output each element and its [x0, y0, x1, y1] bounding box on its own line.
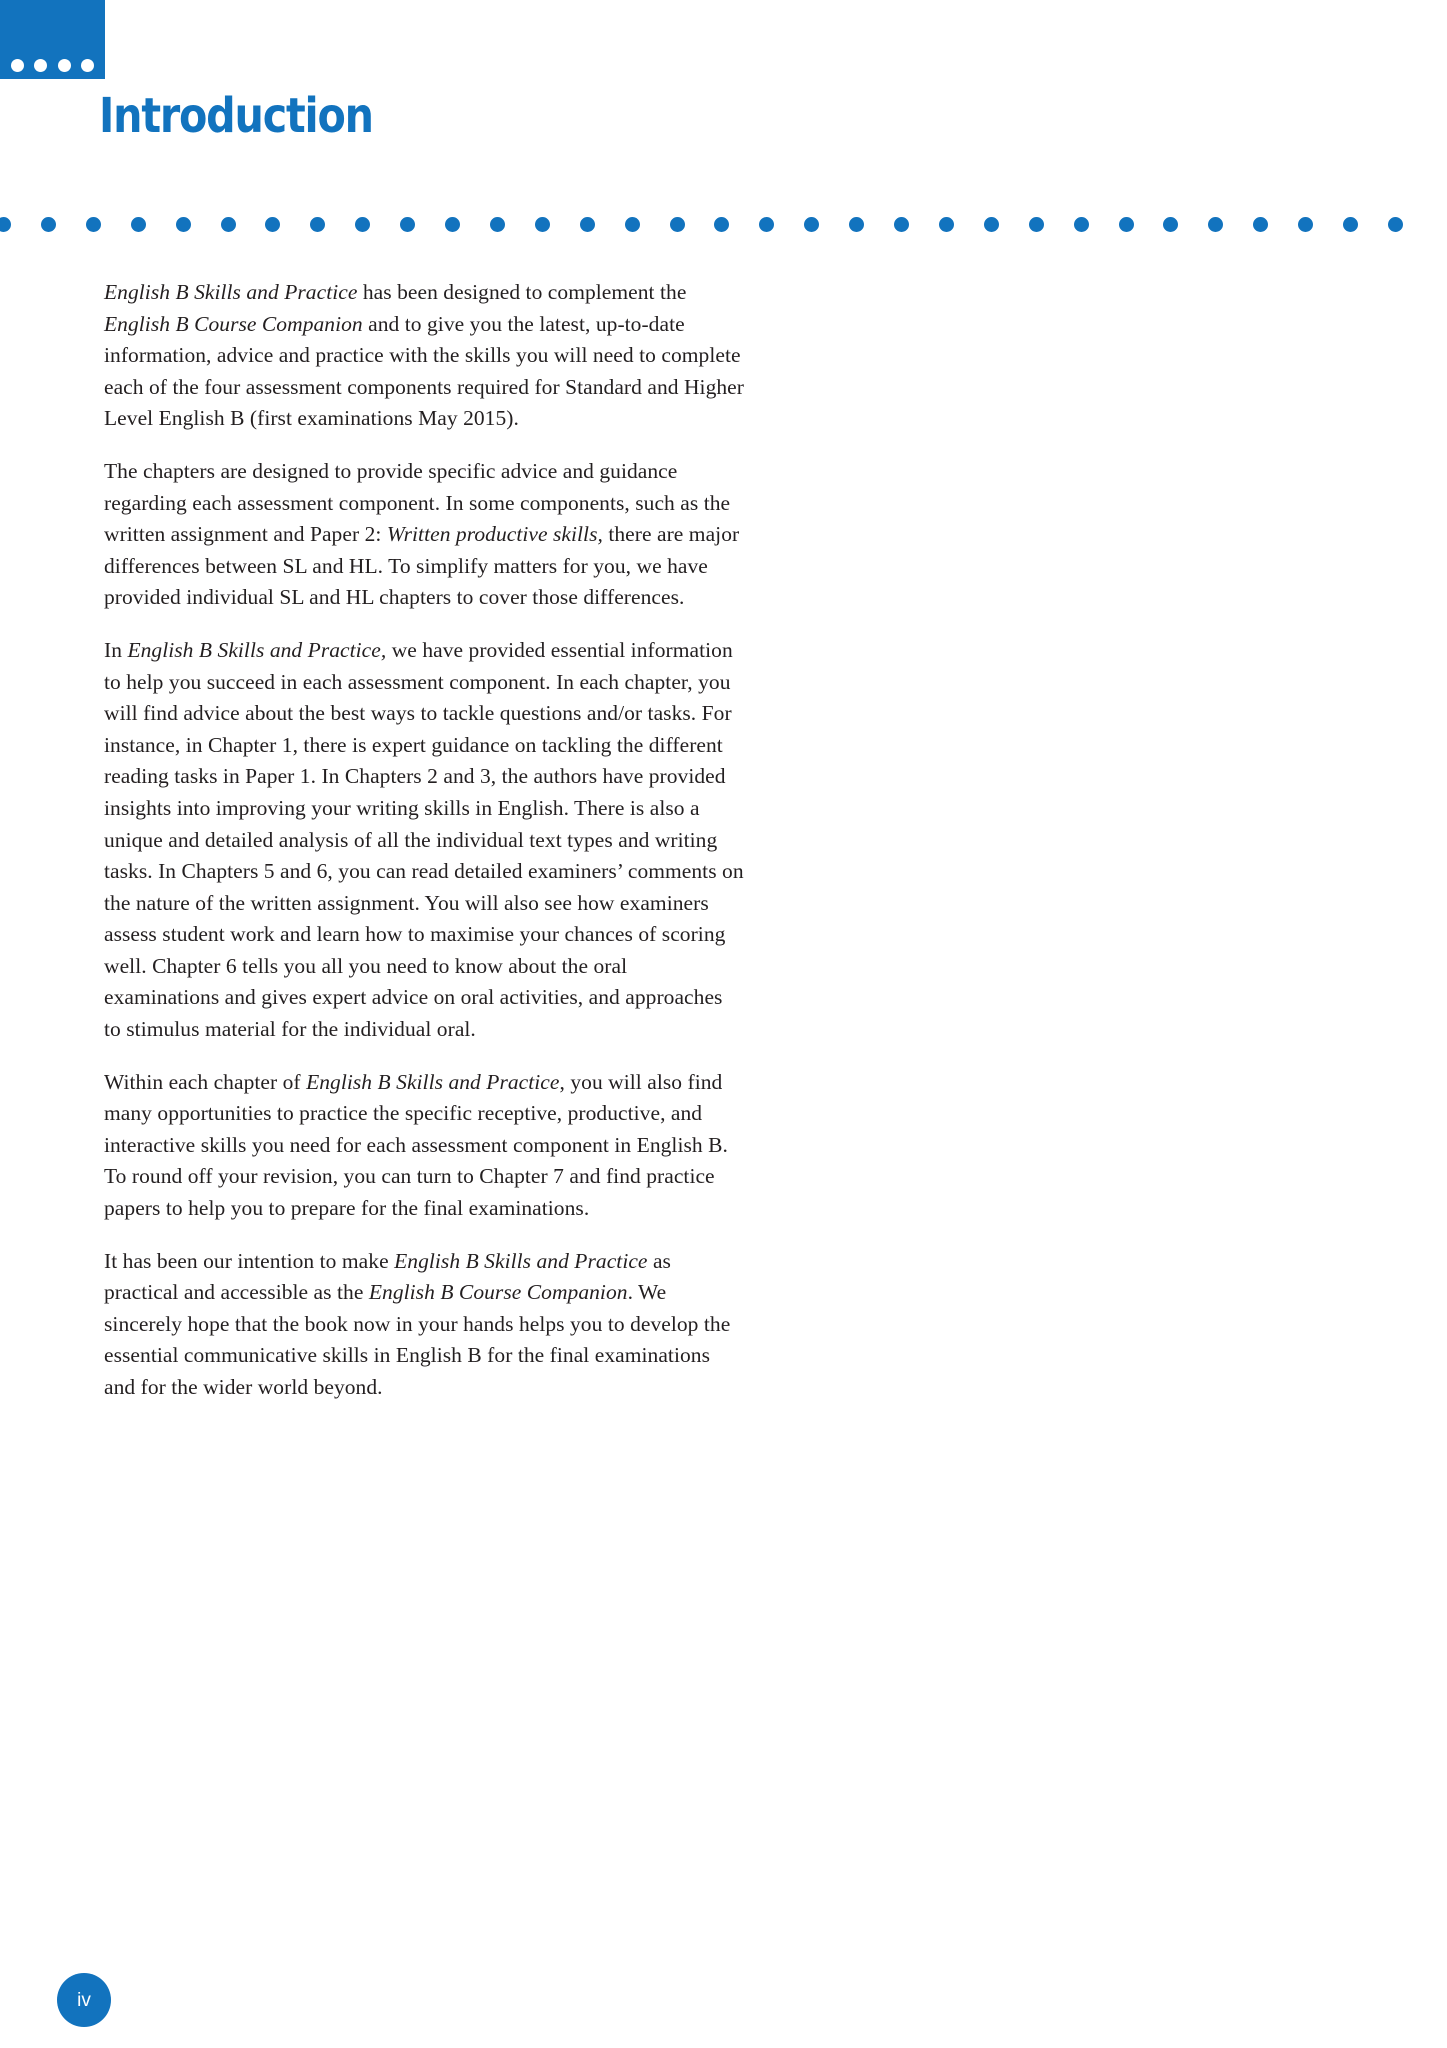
- corner-dot-icon: [34, 59, 47, 72]
- divider-dot-icon: [625, 217, 640, 232]
- text-run: , you will also find many opportunities to practice the specific receptive, productive, and interactive skills you need for each assessment component in English B. To round off your revision, you can turn to Chapter 7 and find practice papers to help you to prepare for the final examinations.: [104, 1069, 728, 1221]
- divider-dot-icon: [1298, 217, 1313, 232]
- divider-dot-icon: [580, 217, 595, 232]
- paragraph-5: [104, 1246, 744, 1404]
- divider-dot-icon: [221, 217, 236, 232]
- text-run: has been designed to complement the: [357, 280, 687, 304]
- divider-dot-icon: [1208, 217, 1223, 232]
- divider-dot-icon: [939, 217, 954, 232]
- text-run: we have provided essential information to help you succeed in each assessment component. In each chapter, you will find advice about the best ways to tackle questions and/or tasks. For instance, in Chapter 1, there is expert guidance on tackling the different reading tasks in Paper 1. In Chapters 2 and 3, the authors have provided insights into improving your writing skills in English. There is also a unique and detailed analysis of all the individual text types and writing tasks. In Chapters 5 and 6, you can read detailed examiners’ comments on the nature of the written assignment. You will also see how examiners assess student work and learn how to maximise your chances of scoring well. Chapter 6 tells you all you need to know about the oral examinations and gives expert advice on oral activities, and approaches to stimulus material for the individual oral.: [104, 637, 744, 1042]
- divider-dot-icon: [1119, 217, 1134, 232]
- paragraph-3: [104, 635, 744, 1046]
- divider-dot-icon: [0, 217, 11, 232]
- text-run: The chapters are designed to provide specific advice and guidance regarding each assessment component. In some components, such as the written assignment and Paper 2:: [104, 458, 731, 547]
- dotted-divider: [0, 217, 1447, 235]
- divider-dot-icon: [131, 217, 146, 232]
- paragraph-4: [104, 1067, 744, 1225]
- divider-dot-icon: [984, 217, 999, 232]
- corner-dot-icon: [11, 59, 24, 72]
- text-run: . We sincerely hope that the book now in your hands helps you to develop the essential communicative skills in English B for the final examinations and for the wider world beyond.: [104, 1280, 731, 1399]
- title-emphasis: English B Course Companion: [104, 311, 363, 336]
- divider-dot-icon: [265, 217, 280, 232]
- text-run: as practical and accessible as the: [104, 1248, 671, 1305]
- divider-dot-icon: [894, 217, 909, 232]
- divider-dot-icon: [670, 217, 685, 232]
- divider-dot-icon: [535, 217, 550, 232]
- divider-dot-icon: [41, 217, 56, 232]
- title-emphasis: English B Skills and Practice: [104, 280, 358, 304]
- divider-dot-icon: [714, 217, 729, 232]
- paragraph-1: [104, 277, 744, 435]
- text-run: In: [104, 637, 128, 662]
- divider-dot-icon: [804, 217, 819, 232]
- header-corner-block: [0, 0, 105, 79]
- divider-dot-icon: [310, 217, 325, 232]
- title-emphasis: Written productive skills,: [386, 522, 603, 547]
- title-emphasis: English B Skills and Practice: [306, 1069, 560, 1094]
- divider-dot-icon: [759, 217, 774, 232]
- divider-dot-icon: [355, 217, 370, 232]
- page-number-badge: iv: [57, 1973, 111, 2027]
- corner-dot-icon: [58, 59, 71, 72]
- divider-dot-icon: [445, 217, 460, 232]
- divider-dot-icon: [1388, 217, 1403, 232]
- title-emphasis: English B Skills and Practice,: [127, 637, 387, 662]
- divider-dot-icon: [490, 217, 505, 232]
- divider-dot-icon: [849, 217, 864, 232]
- divider-dot-icon: [1074, 217, 1089, 232]
- divider-dot-icon: [400, 217, 415, 232]
- divider-dot-icon: [86, 217, 101, 232]
- body-content: [104, 277, 744, 1404]
- divider-dot-icon: [176, 217, 191, 232]
- corner-dot-icon: [81, 59, 94, 72]
- divider-dot-icon: [1253, 217, 1268, 232]
- title-emphasis: English B Course Companion: [368, 1280, 628, 1305]
- title-emphasis: English B Skills and Practice: [394, 1248, 648, 1273]
- text-run: and to give you the latest, up-to-date information, advice and practice with the skills you will need to complete each of the four assessment components required for Standard and Higher Level English B (first examinations May 2015).: [104, 311, 744, 431]
- paragraph-2: [104, 456, 744, 614]
- text-run: Within each chapter of: [104, 1069, 307, 1094]
- divider-dot-icon: [1343, 217, 1358, 232]
- page-title: Introduction: [99, 88, 373, 144]
- text-run: It has been our intention to make: [104, 1248, 395, 1273]
- text-run: there are major differences between SL and HL. To simplify matters for you, we have provided individual SL and HL chapters to cover those differences.: [104, 522, 740, 610]
- divider-dot-icon: [1029, 217, 1044, 232]
- divider-dot-icon: [1163, 217, 1178, 232]
- corner-dot-group: [0, 52, 105, 79]
